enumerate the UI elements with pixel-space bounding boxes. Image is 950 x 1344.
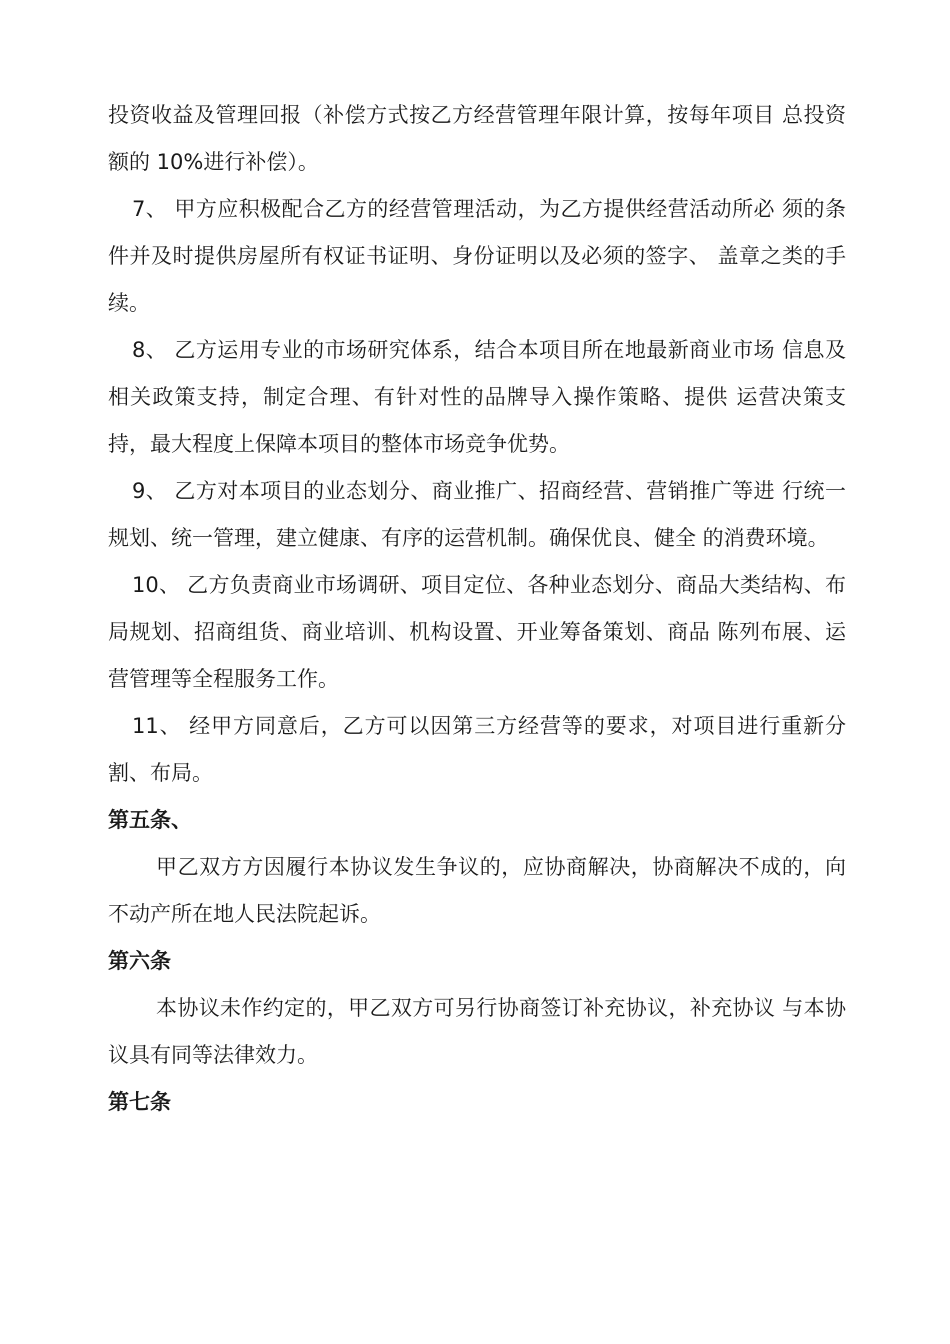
article-6-body: 本协议未作约定的，甲乙双方可另行协商签订补充协议，补充协议 与本协议具有同等法律效力。 xyxy=(108,996,846,1067)
article-7-heading: 第七条 xyxy=(108,1090,171,1114)
article-6-heading: 第六条 xyxy=(108,949,171,973)
continuation-paragraph: 投资收益及管理回报（补偿方式按乙方经营管理年限计算，按每年项目 总投资额的 10%进行补偿）。 xyxy=(108,103,846,174)
clause-item-9: 9、 乙方对本项目的业态划分、商业推广、招商经营、营销推广等进 行统一规划、统一管理，建立健康、有序的运营机制。确保优良、健全 的消费环境。 xyxy=(108,479,846,550)
clause-item-11: 11、 经甲方同意后，乙方可以因第三方经营等的要求，对项目进行重新分割、布局。 xyxy=(108,714,846,785)
document-body xyxy=(108,92,846,1126)
article-5-heading: 第五条、 xyxy=(108,808,192,832)
article-5-body: 甲乙双方方因履行本协议发生争议的，应协商解决，协商解决不成的，向不动产所在地人民法院起诉。 xyxy=(108,855,846,926)
clause-item-10: 10、 乙方负责商业市场调研、项目定位、各种业态划分、商品大类结构、布局规划、招商组货、商业培训、机构设置、开业筹备策划、商品 陈列布展、运营管理等全程服务工作。 xyxy=(108,573,846,691)
clause-item-8: 8、 乙方运用专业的市场研究体系，结合本项目所在地最新商业市场 信息及相关政策支持，制定合理、有针对性的品牌导入操作策略、提供 运营决策支持，最大程度上保障本项目的整体市场竞争优势。 xyxy=(108,338,846,456)
clause-item-7: 7、 甲方应积极配合乙方的经营管理活动，为乙方提供经营活动所必 须的条件并及时提供房屋所有权证书证明、身份证明以及必须的签字、 盖章之类的手续。 xyxy=(108,197,846,315)
